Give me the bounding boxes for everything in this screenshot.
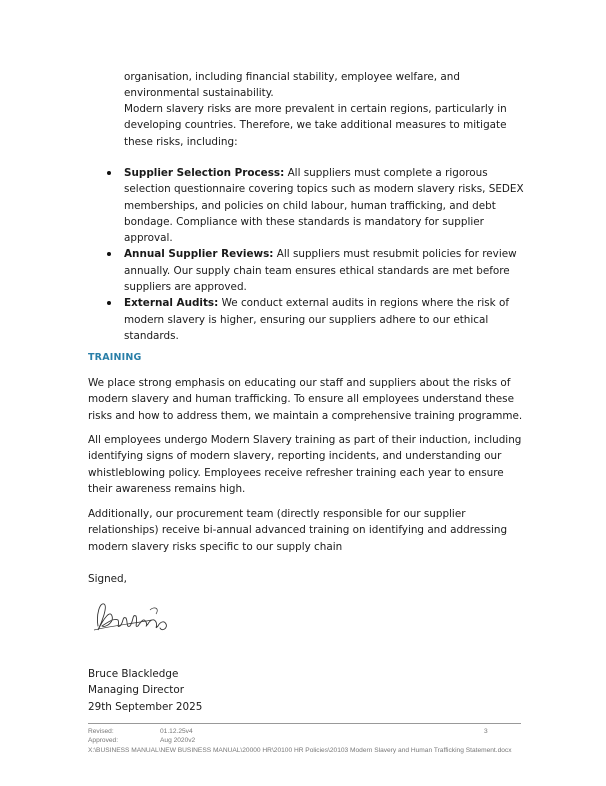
training-paragraph-2: All employees undergo Modern Slavery training as part of their induction, including identifying signs of modern slavery, reporting incidents, and understanding our whistleblowing policy. Employees receive refresher training each year to ensure their awareness remains high. (88, 434, 522, 495)
file-path: X:\BUSINESS MANUAL\NEW BUSINESS MANUAL\20000 HR\20100 HR Policies\20103 Modern Slavery and Human Trafficking Statement.docx (88, 746, 512, 754)
bullet-title: Annual Supplier Reviews: (124, 248, 274, 261)
revised-value: 01.12.25v4 (160, 728, 193, 735)
bullet-title: External Audits: (124, 297, 219, 310)
bullet-text: All suppliers must complete a rigorous selection questionnaire covering topics such as modern slavery risks, SEDEX memberships, and policies on child labour, human trafficking, and debt bondage. Compliance with these standards is mandatory for supplier approval. (124, 167, 524, 245)
footer-divider (88, 723, 521, 724)
intro-paragraph-risks: Modern slavery risks are more prevalent in certain regions, particularly in developing countries. Therefore, we take additional measures to mitigate these risks, including: (124, 103, 507, 148)
bullet-text: All suppliers must resubmit policies for review annually. Our supply chain team ensures ethical standards are met before suppliers are approved. (124, 248, 517, 294)
list-item (107, 246, 527, 295)
training-paragraph-1: We place strong emphasis on educating our staff and suppliers about the risks of modern slavery and human trafficking. To ensure all employees understand these risks and how to address them, we maintain a comprehensive training programme. (88, 377, 523, 422)
handwritten-signature (90, 596, 172, 638)
list-item (107, 165, 527, 246)
approved-value: Aug 2020v2 (160, 737, 196, 745)
training-paragraph-3: Additionally, our procurement team (directly responsible for our supplier relationships) receive bi-annual advanced training on identifying and addressing modern slavery risks specific to our supply chain (88, 508, 508, 553)
signed-label: Signed, (88, 573, 127, 585)
page-number: 3 (484, 728, 488, 735)
revised-label: Revised: (88, 728, 114, 735)
signatory-name: Bruce Blackledge (88, 668, 179, 680)
signatory-block (88, 666, 202, 715)
bullet-text: We conduct external audits in regions where the risk of modern slavery is higher, ensuring our suppliers adhere to our ethical standards. (124, 297, 509, 342)
document-footer (88, 727, 521, 755)
signatory-role: Managing Director (88, 684, 184, 697)
risk-measures-list (107, 165, 527, 344)
signature-date: 29th September 2025 (88, 700, 203, 713)
intro-paragraph-end: organisation, including financial stability, employee welfare, and environmental sustainability. (124, 71, 460, 100)
list-item (107, 295, 527, 344)
bullet-title: Supplier Selection Process: (124, 167, 285, 179)
section-heading: TRAINING (88, 352, 142, 363)
approved-label: Approved: (88, 737, 119, 745)
